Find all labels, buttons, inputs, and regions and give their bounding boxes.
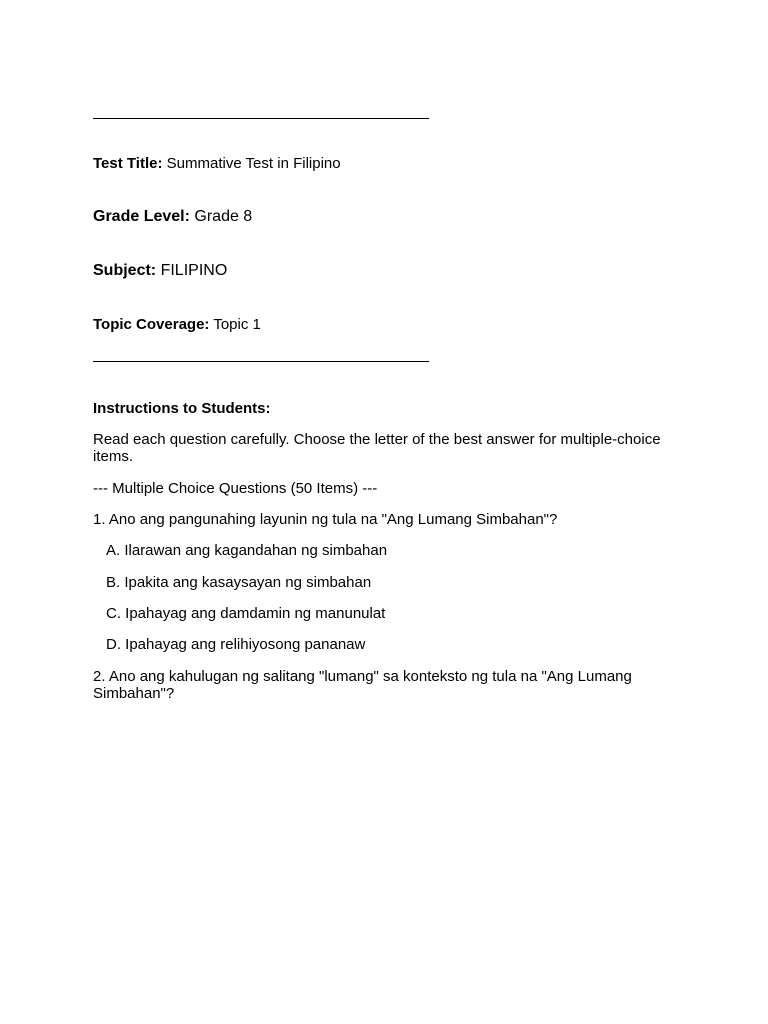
subject-value: FILIPINO (160, 262, 228, 279)
bottom-divider (93, 361, 429, 362)
instructions-text: Read each question carefully. Choose the letter of the best answer for multiple-choice items. (93, 431, 661, 465)
subject-label: Subject: (93, 262, 157, 279)
test-title-row (93, 155, 341, 173)
top-divider (93, 118, 429, 119)
question-1-choice-c: C. Ipahayag ang damdamin ng manunulat (106, 605, 386, 622)
test-title-label: Test Title: (93, 155, 163, 172)
question-1-choice-b: B. Ipakita ang kasaysayan ng simbahan (106, 574, 372, 591)
grade-level-value: Grade 8 (194, 208, 253, 225)
instructions-heading: Instructions to Students: (93, 400, 271, 417)
section-title: --- Multiple Choice Questions (50 Items) --- (93, 480, 378, 497)
subject-row (93, 262, 227, 280)
topic-coverage-value: Topic 1 (213, 316, 261, 333)
question-1-choice-d: D. Ipahayag ang relihiyosong pananaw (106, 636, 366, 653)
question-1-choice-a: A. Ilarawan ang kagandahan ng simbahan (106, 542, 388, 559)
question-2-text: 2. Ano ang kahulugan ng salitang "lumang" sa konteksto ng tula na "Ang Lumang Simbahan"? (93, 668, 632, 702)
topic-coverage-row (93, 316, 261, 334)
test-title-value: Summative Test in Filipino (166, 155, 341, 172)
topic-coverage-label: Topic Coverage: (93, 316, 210, 333)
question-1-text: 1. Ano ang pangunahing layunin ng tula na "Ang Lumang Simbahan"? (93, 511, 558, 528)
grade-level-row (93, 208, 252, 226)
grade-level-label: Grade Level: (93, 208, 190, 225)
